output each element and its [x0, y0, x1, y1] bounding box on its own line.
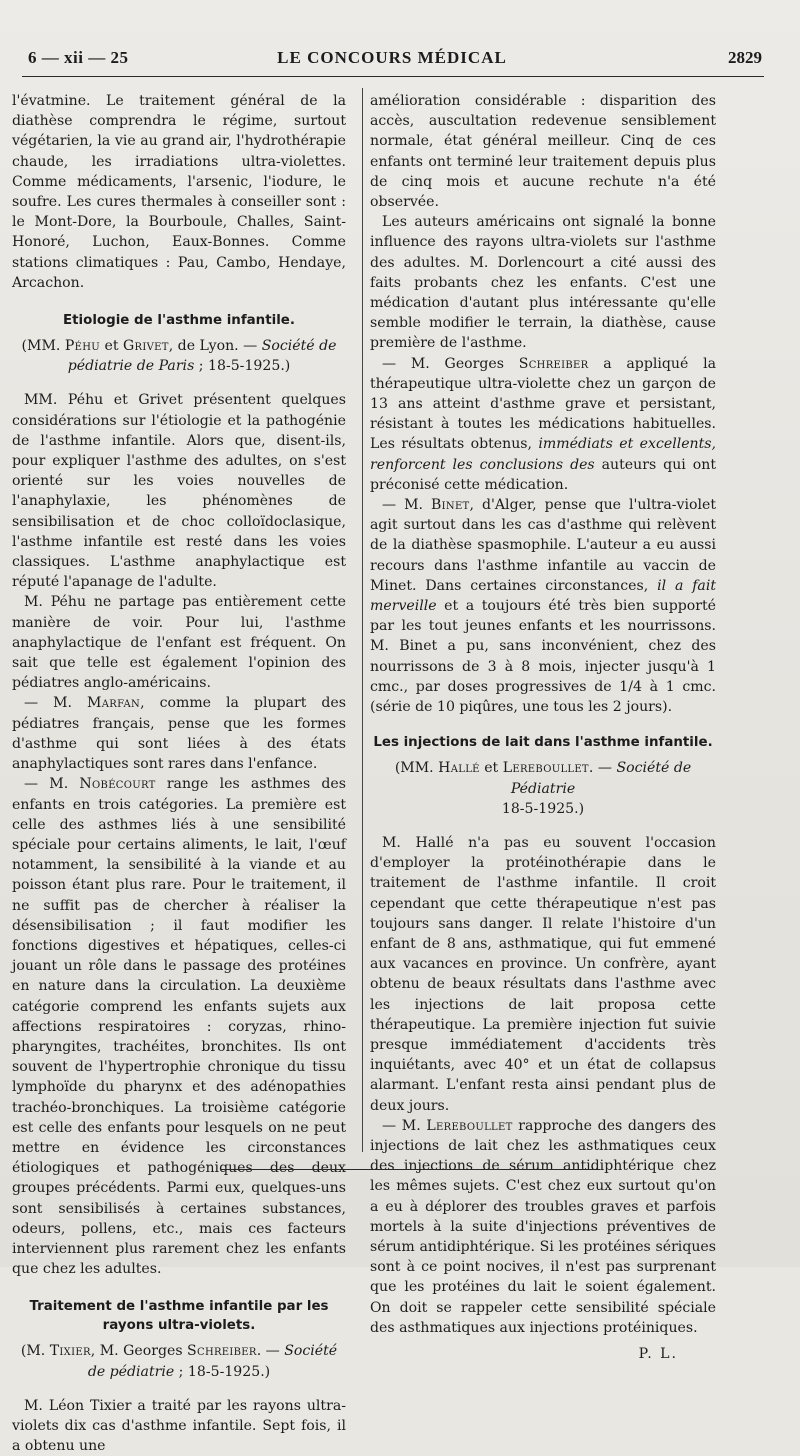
paragraph-lead: — M. [382, 1117, 427, 1134]
paragraph [370, 495, 716, 717]
section-title-etiologie: Etiologie de l'asthme infantile. [63, 313, 295, 329]
continuation-paragraph: l'évatmine. Le traitement général de la diathèse comprendra le régime, surtout végétarien, la vie au grand air, l'hydrothérapie chaude, les irradiations ultra-violettes. Comme médicaments, l'arsenic, l'iodure, le soufre. Les cures thermales à conseiller sont : le Mont-Dore, la Bourboule, Challes, Saint-Honoré, Luchon, Eaux-Bonnes. Comme stations climatiques : Pau, Cambo, Hendaye, Arcachon. [12, 93, 346, 291]
author-name: Lereboullet [426, 1117, 513, 1134]
paragraph-lead: — M. [382, 497, 431, 514]
author-name: Tixier [49, 1343, 91, 1360]
paragraph: M. Hallé n'a pas eu souvent l'occasion d'employer la protéinothérapie dans le traitement de l'asthme infantile. Il croit cependant que cette thérapeutique n'est pas toujours sans danger. Il relate l'histoire d'un enfant de 8 ans, asthmatique, qui fut emmené aux vacances en province. Un confrère, ayant obtenu de beaux résultats dans l'asthme avec les injections de lait proposa cette thérapeutique. La première injection fut suivie presque immédiatement d'accidents très inquiétants, avec 40° et un état de collapsus alarmant. L'enfant resta ainsi pendant plus de deux jours. [370, 834, 716, 1114]
society-name: Société de pédiatrie de Paris [67, 338, 337, 375]
emphasis-text: il a fait merveille [370, 577, 717, 615]
society-name: Société de pédiatrie [87, 1343, 338, 1380]
page-header [22, 48, 762, 72]
source-text: et [100, 338, 123, 355]
footer-rule [220, 1169, 600, 1170]
paragraph [12, 693, 346, 774]
paragraph [370, 354, 716, 495]
author-name: Marfan [87, 695, 141, 712]
paragraph-lead: — M. [24, 695, 88, 712]
section-source [12, 336, 346, 376]
source-date: ; 18-5-1925.) [194, 358, 291, 375]
right-column [370, 91, 716, 1364]
paragraph: M. Léon Tixier a traité par les rayons ultra-violets dix cas d'asthme infantile. Sept fois, il a obtenu une [12, 1397, 346, 1455]
section-source [12, 1341, 346, 1381]
paragraph-text: a appliqué la thérapeutique ultra-violette chez un garçon de 13 ans atteint d'asthme grave et persistant, résistant à toutes les médications habituelles. Les résultats obtenus, [370, 355, 716, 453]
author-name: Schreiber [187, 1343, 257, 1360]
source-open: (MM. [21, 338, 65, 355]
paragraph-text: et a toujours été très bien supporté par les tout jeunes enfants et les nourrissons. M. Binet a pu, sans inconvénient, chez des nourrissons de 3 à 8 mois, injecter jusqu'à 1 cmc., par doses progressives de 1/4 à 1 cmc. (série de 10 piqûres, une tous les 2 jours). [370, 598, 716, 716]
paragraph-text: auteurs qui ont préconisé cette médication. [370, 456, 716, 493]
source-open: (M. [20, 1343, 50, 1360]
source-date: 18-5-1925.) [501, 800, 585, 817]
paragraph-text: , comme la plupart des pédiatres français, pense que les formes d'asthme qui sont liées à des états anaphylactiques sont rares dans l'enfance. [12, 695, 346, 773]
author-name: Péhu [64, 338, 101, 355]
source-text: , de Lyon. — [168, 338, 262, 355]
author-name: Grivet [122, 338, 169, 355]
left-column [12, 91, 346, 1456]
paragraph: MM. Péhu et Grivet présentent quelques considérations sur l'étiologie et la pathogénie de l'asthme infantile. Alors que, disent-ils, pour expliquer l'asthme des adultes, on s'est orienté sur les voies nouvelles de l'anaphylaxie, les phénomènes de sensibilisation et de choc colloïdoclasique, l'asthme infantile est resté dans les voies classiques. L'asthme anaphylactique est réputé l'apanage de l'adulte. [12, 392, 346, 591]
author-name: Nobécourt [79, 776, 156, 793]
column-divider [362, 88, 363, 1152]
paragraph: M. Péhu ne partage pas entièrement cette manière de voir. Pour lui, l'asthme anaphylactique de l'enfant est fréquent. On sait que telle est également l'opinion des pédiatres anglo-américains. [12, 594, 346, 692]
header-rule [22, 76, 764, 77]
source-date: ; 18-5-1925.) [174, 1363, 271, 1380]
paragraph-lead: — M. Georges [382, 355, 519, 372]
paragraph-text: range les asthmes des enfants en trois catégories. La première est celle des asthmes liés à une sensibilité spéciale pour certains aliments, le lait, l'œuf notamment, la sensibilité à la viande et au poisson étant plus rare. Pour le traitement, il ne suffit pas de chercher à réaliser la désensibilisation ; il faut modifier les fonctions digestives et hépatiques, celles-ci jouant un rôle dans le passage des protéines en nature dans la circulation. La deuxième catégorie comprend les enfants sujets aux affections respiratoires : coryzas, rhino-pharyngites, trachéites, bronchites. Ils ont souvent de l'hypertrophie chronique du tissu lymphoïde du pharynx et des adénopathies trachéo-bronchiques. La troisième catégorie est celle des enfants pour lesquels on ne peut mettre en évidence les circonstances étiologiques et pathogéniques des deux groupes précédents. Parmi eux, quelques-uns sont sensibilisés à certaines substances, odeurs, pollens, etc., mais ces facteurs interviennent plus rarement chez les enfants que chez les adultes. [12, 776, 346, 1278]
page-number: 2829 [728, 48, 762, 67]
author-name: Hallé [438, 760, 480, 777]
paragraph: amélioration considérable : disparition des accès, auscultation redevenue sensiblement normale, état général meilleur. Cinq de ces enfants ont terminé leur traitement depuis plus de cinq mois et aucune rechute n'a été observée. [370, 93, 716, 211]
source-text: . — [256, 1343, 285, 1360]
author-name: Binet [430, 497, 470, 514]
journal-title: LE CONCOURS MÉDICAL [277, 48, 507, 67]
paragraph: Les auteurs américains ont signalé la bonne influence des rayons ultra-violets sur l'asthme des adultes. M. Dorlencourt a cité aussi des faits probants chez les enfants. C'est une médication d'autant plus intéressante qu'elle semble modifier le terrain, la diathèse, cause première de l'asthme. [370, 214, 716, 352]
issue-date: 6 — xii — 25 [28, 48, 129, 67]
paragraph-text: , d'Alger, pense que l'ultra-violet agit surtout dans les cas d'asthme qui relèvent de la diathèse spasmophile. L'auteur a eu aussi recours dans l'asthme infantile au vaccin de Minet. Dans certaines circonstances, [370, 497, 717, 594]
paragraph [370, 1116, 716, 1338]
paragraph-lead: — M. [24, 776, 80, 793]
section-source [370, 758, 716, 819]
article-signature: P. L. [638, 1345, 678, 1362]
section-title-traitement: Traitement de l'asthme infantile par les rayons ultra-violets. [29, 1299, 329, 1334]
paragraph-text: rapproche des dangers des injections de lait chez les asthmatiques ceux des injections de sérum antidiphtérique chez les mêmes sujets. C'est chez eux surtout qu'on a eu à déplorer des troubles graves et parfois mortels à la suite d'injections préventives de sérum antidiphtérique. Si les protéines sériques sont à ce point nocives, il n'est pas surprenant que les protéines du lait le soient également. On doit se rappeler cette sensibilité spéciale des asthmatiques aux injections protéiniques. [370, 1117, 716, 1336]
section-title-injections: Les injections de lait dans l'asthme infantile. [373, 735, 713, 751]
author-name: Lereboullet [502, 760, 589, 777]
paragraph [12, 774, 346, 1279]
source-open: (MM. [394, 760, 439, 777]
society-name: Société de Pédiatrie [510, 760, 692, 797]
author-name: Schreiber [518, 355, 589, 372]
source-text: et [479, 760, 503, 777]
source-text: . — [588, 760, 617, 777]
emphasis-text: immédiats et excellents, renforcent les conclusions des [370, 436, 716, 473]
source-text: , M. Georges [90, 1343, 188, 1360]
